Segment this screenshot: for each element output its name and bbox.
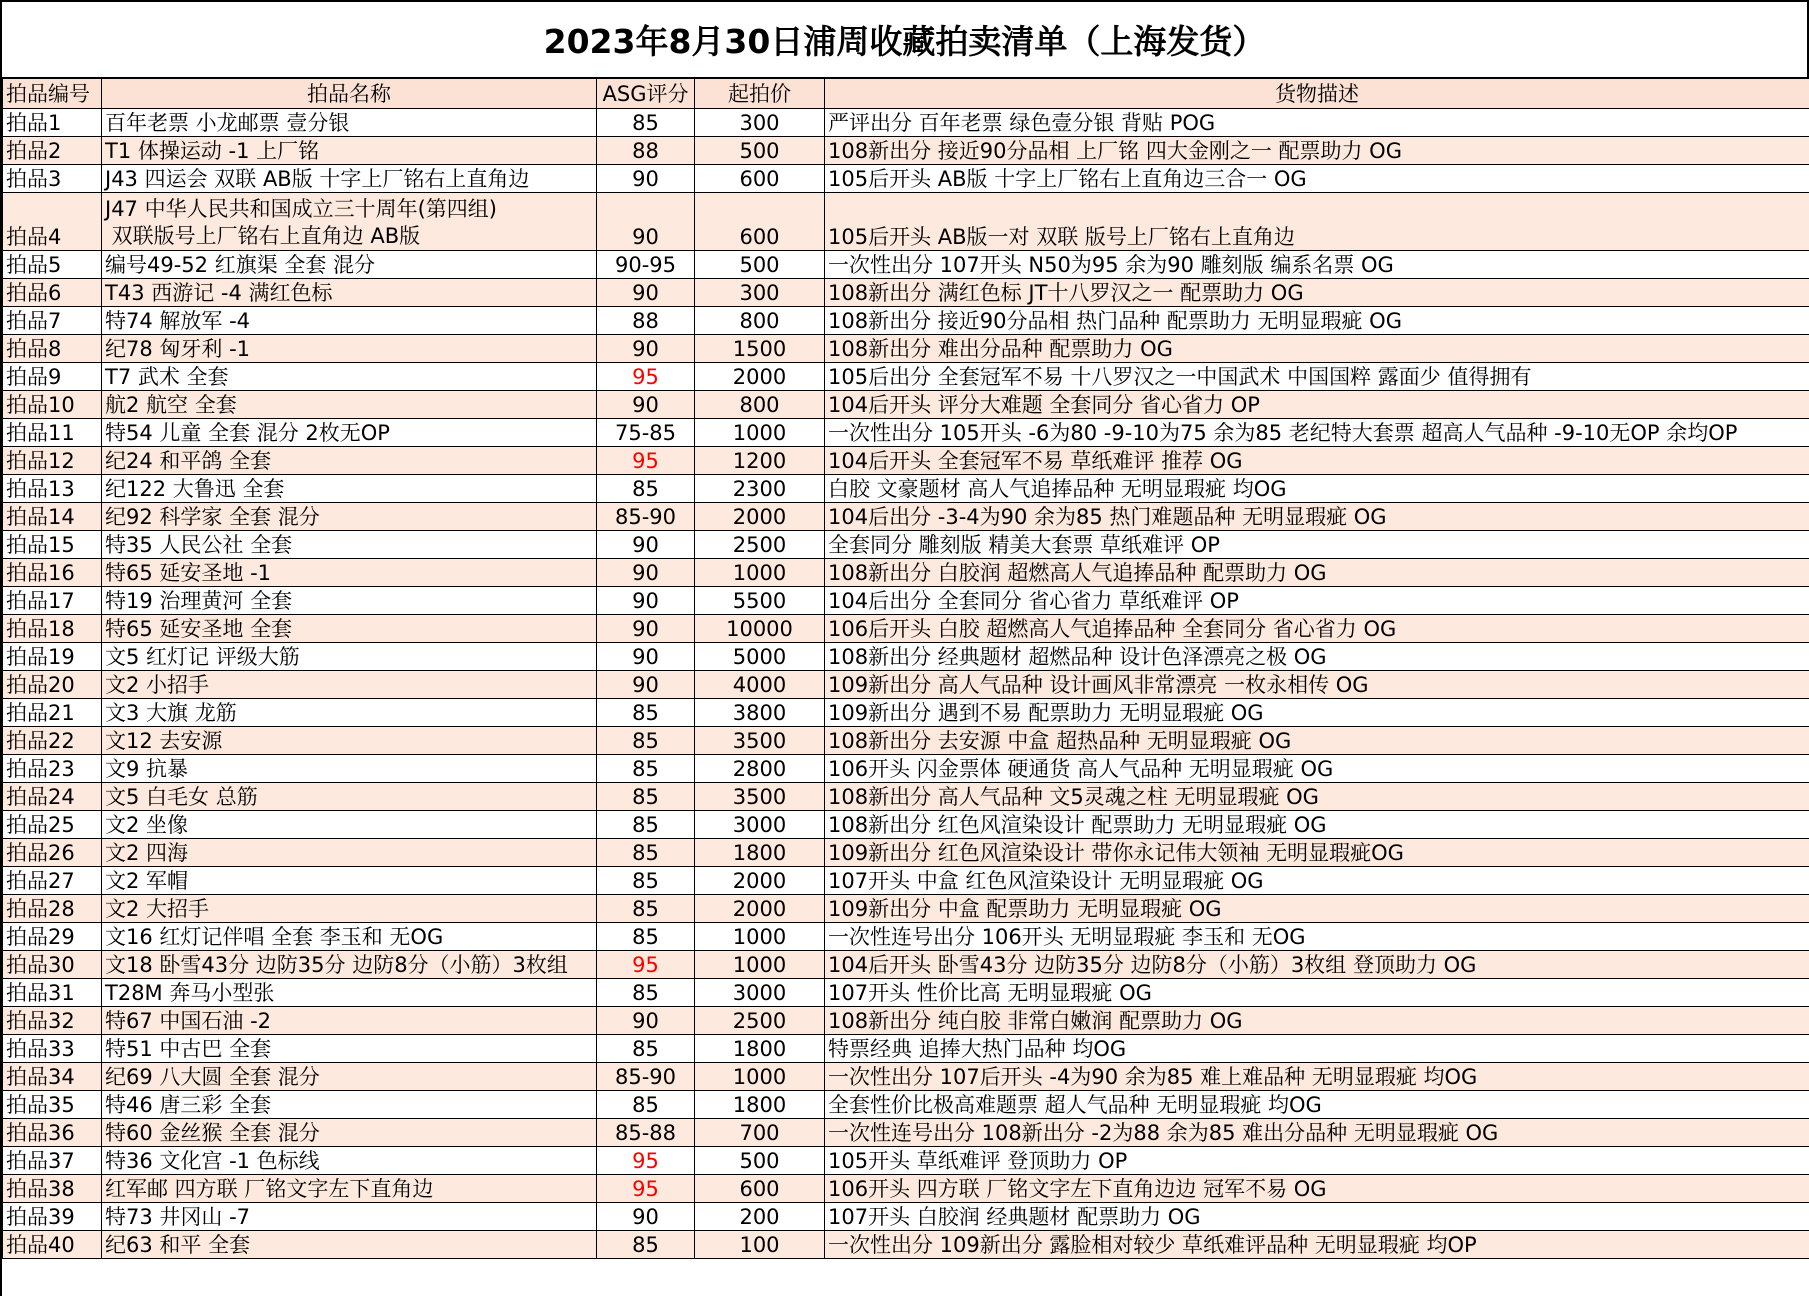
cell-lot-number[interactable]: 拍品17 xyxy=(3,587,102,615)
cell-start-price[interactable]: 500 xyxy=(695,1147,825,1175)
cell-start-price[interactable]: 300 xyxy=(695,279,825,307)
cell-asg-score[interactable]: 90 xyxy=(597,193,695,251)
cell-start-price[interactable]: 1000 xyxy=(695,923,825,951)
cell-start-price[interactable]: 600 xyxy=(695,1175,825,1203)
table-row xyxy=(3,251,1809,279)
table-row xyxy=(3,1231,1809,1259)
cell-lot-name[interactable]: 红军邮 四方联 厂铭文字左下直角边 xyxy=(102,1175,597,1203)
cell-description[interactable]: 特票经典 追捧大热门品种 均OG xyxy=(825,1035,1809,1063)
cell-start-price[interactable]: 2000 xyxy=(695,867,825,895)
cell-asg-score[interactable]: 90 xyxy=(597,335,695,363)
cell-description[interactable]: 108新出分 经典题材 超燃品种 设计色泽漂亮之极 OG xyxy=(825,643,1809,671)
cell-start-price[interactable]: 2000 xyxy=(695,503,825,531)
cell-lot-name[interactable]: 文2 军帽 xyxy=(102,867,597,895)
cell-description[interactable]: 108新出分 接近90分品相 上厂铭 四大金刚之一 配票助力 OG xyxy=(825,137,1809,165)
cell-lot-name[interactable]: T43 西游记 -4 满红色标 xyxy=(102,279,597,307)
cell-asg-score[interactable]: 85 xyxy=(597,755,695,783)
table-row xyxy=(3,531,1809,559)
header-start-price[interactable]: 起拍价 xyxy=(695,79,825,109)
cell-asg-score[interactable]: 85 xyxy=(597,783,695,811)
cell-description[interactable]: 109新出分 遇到不易 配票助力 无明显瑕疵 OG xyxy=(825,699,1809,727)
cell-lot-number[interactable]: 拍品5 xyxy=(3,251,102,279)
cell-lot-name[interactable]: T28M 奔马小型张 xyxy=(102,979,597,1007)
cell-lot-number[interactable]: 拍品30 xyxy=(3,951,102,979)
table-row xyxy=(3,279,1809,307)
cell-asg-score[interactable]: 88 xyxy=(597,137,695,165)
cell-description[interactable]: 109新出分 高人气品种 设计画风非常漂亮 一枚永相传 OG xyxy=(825,671,1809,699)
cell-asg-score[interactable]: 85 xyxy=(597,979,695,1007)
cell-lot-number[interactable]: 拍品39 xyxy=(3,1203,102,1231)
cell-start-price[interactable]: 1800 xyxy=(695,839,825,867)
cell-lot-name[interactable]: 特54 儿童 全套 混分 2枚无OP xyxy=(102,419,597,447)
cell-description[interactable]: 白胶 文豪题材 高人气追捧品种 无明显瑕疵 均OG xyxy=(825,475,1809,503)
cell-asg-score[interactable]: 85 xyxy=(597,867,695,895)
table-row xyxy=(3,419,1809,447)
table-row xyxy=(3,755,1809,783)
table-row xyxy=(3,1007,1809,1035)
cell-lot-name[interactable]: 纪78 匈牙利 -1 xyxy=(102,335,597,363)
cell-lot-name[interactable]: 航2 航空 全套 xyxy=(102,391,597,419)
table-row xyxy=(3,867,1809,895)
table-row xyxy=(3,727,1809,755)
cell-lot-number[interactable]: 拍品20 xyxy=(3,671,102,699)
cell-description[interactable]: 108新出分 满红色标 JT十八罗汉之一 配票助力 OG xyxy=(825,279,1809,307)
sheet-title: 2023年8月30日浦周收藏拍卖清单（上海发货） xyxy=(2,2,1809,78)
cell-start-price[interactable]: 2500 xyxy=(695,531,825,559)
cell-lot-number[interactable]: 拍品31 xyxy=(3,979,102,1007)
header-lot-number[interactable]: 拍品编号 xyxy=(3,79,102,109)
cell-lot-number[interactable]: 拍品34 xyxy=(3,1063,102,1091)
cell-lot-number[interactable]: 拍品19 xyxy=(3,643,102,671)
cell-description[interactable]: 106开头 四方联 厂铭文字左下直角边边 冠军不易 OG xyxy=(825,1175,1809,1203)
table-row xyxy=(3,839,1809,867)
cell-lot-name[interactable]: T7 武术 全套 xyxy=(102,363,597,391)
table-row xyxy=(3,643,1809,671)
cell-start-price[interactable]: 4000 xyxy=(695,671,825,699)
cell-lot-name[interactable]: 文2 大招手 xyxy=(102,895,597,923)
table-row xyxy=(3,1175,1809,1203)
cell-asg-score[interactable]: 90 xyxy=(597,615,695,643)
cell-lot-name[interactable]: 文12 去安源 xyxy=(102,727,597,755)
cell-lot-number[interactable]: 拍品27 xyxy=(3,867,102,895)
table-row xyxy=(3,1091,1809,1119)
cell-start-price[interactable]: 1800 xyxy=(695,1091,825,1119)
cell-start-price[interactable]: 3000 xyxy=(695,811,825,839)
cell-lot-number[interactable]: 拍品12 xyxy=(3,447,102,475)
cell-description[interactable]: 108新出分 白胶润 超燃高人气追捧品种 配票助力 OG xyxy=(825,559,1809,587)
cell-start-price[interactable]: 5500 xyxy=(695,587,825,615)
cell-lot-number[interactable]: 拍品4 xyxy=(3,193,102,251)
cell-description[interactable]: 严评出分 百年老票 绿色壹分银 背贴 POG xyxy=(825,109,1809,137)
cell-lot-name[interactable]: 文3 大旗 龙筋 xyxy=(102,699,597,727)
table-row xyxy=(3,363,1809,391)
cell-asg-score[interactable]: 90 xyxy=(597,643,695,671)
table-row xyxy=(3,1147,1809,1175)
cell-asg-score[interactable]: 95 xyxy=(597,363,695,391)
table-row xyxy=(3,923,1809,951)
cell-description[interactable]: 105后出分 全套冠军不易 十八罗汉之一中国武术 中国国粹 露面少 值得拥有 xyxy=(825,363,1809,391)
cell-lot-number[interactable]: 拍品14 xyxy=(3,503,102,531)
cell-asg-score[interactable]: 90 xyxy=(597,559,695,587)
cell-lot-name[interactable]: 特65 延安圣地 全套 xyxy=(102,615,597,643)
table-row xyxy=(3,811,1809,839)
table-row xyxy=(3,951,1809,979)
cell-lot-number[interactable]: 拍品38 xyxy=(3,1175,102,1203)
cell-description[interactable]: 全套同分 雕刻版 精美大套票 草纸难评 OP xyxy=(825,531,1809,559)
cell-start-price[interactable]: 2500 xyxy=(695,1007,825,1035)
cell-start-price[interactable]: 700 xyxy=(695,1119,825,1147)
table-row xyxy=(3,503,1809,531)
cell-start-price[interactable]: 800 xyxy=(695,307,825,335)
cell-asg-score[interactable]: 90 xyxy=(597,587,695,615)
cell-start-price[interactable]: 300 xyxy=(695,109,825,137)
cell-start-price[interactable]: 3000 xyxy=(695,979,825,1007)
cell-lot-number[interactable]: 拍品7 xyxy=(3,307,102,335)
cell-asg-score[interactable]: 95 xyxy=(597,1175,695,1203)
cell-lot-name[interactable]: 特74 解放军 -4 xyxy=(102,307,597,335)
cell-lot-name[interactable]: 文2 坐像 xyxy=(102,811,597,839)
table-row xyxy=(3,671,1809,699)
cell-start-price[interactable]: 2300 xyxy=(695,475,825,503)
cell-asg-score[interactable]: 75-85 xyxy=(597,419,695,447)
cell-lot-name[interactable]: 百年老票 小龙邮票 壹分银 xyxy=(102,109,597,137)
header-row xyxy=(3,79,1809,109)
cell-lot-number[interactable]: 拍品29 xyxy=(3,923,102,951)
cell-lot-number[interactable]: 拍品21 xyxy=(3,699,102,727)
cell-lot-number[interactable]: 拍品2 xyxy=(3,137,102,165)
cell-start-price[interactable]: 200 xyxy=(695,1203,825,1231)
cell-lot-name[interactable]: 纪122 大鲁迅 全套 xyxy=(102,475,597,503)
cell-description[interactable]: 一次性出分 107后开头 -4为90 余为85 难上难品种 无明显瑕疵 均OG xyxy=(825,1063,1809,1091)
cell-description[interactable]: 107开头 白胶润 经典题材 配票助力 OG xyxy=(825,1203,1809,1231)
cell-lot-name[interactable]: 特51 中古巴 全套 xyxy=(102,1035,597,1063)
cell-description[interactable]: 全套性价比极高难题票 超人气品种 无明显瑕疵 均OG xyxy=(825,1091,1809,1119)
cell-asg-score[interactable]: 90 xyxy=(597,671,695,699)
cell-lot-name[interactable]: 特65 延安圣地 -1 xyxy=(102,559,597,587)
cell-lot-name[interactable]: 纪92 科学家 全套 混分 xyxy=(102,503,597,531)
cell-lot-number[interactable]: 拍品35 xyxy=(3,1091,102,1119)
cell-lot-name[interactable]: 纪69 八大圆 全套 混分 xyxy=(102,1063,597,1091)
cell-description[interactable]: 106后开头 白胶 超燃高人气追捧品种 全套同分 省心省力 OG xyxy=(825,615,1809,643)
header-description[interactable]: 货物描述 xyxy=(825,79,1809,109)
cell-description[interactable]: 105开头 草纸难评 登顶助力 OP xyxy=(825,1147,1809,1175)
cell-start-price[interactable]: 2000 xyxy=(695,363,825,391)
cell-lot-number[interactable]: 拍品25 xyxy=(3,811,102,839)
cell-lot-name[interactable]: J47 中华人民共和国成立三十周年(第四组) 双联版号上厂铭右上直角边 AB版 xyxy=(102,193,597,251)
cell-asg-score[interactable]: 85 xyxy=(597,839,695,867)
table-row xyxy=(3,335,1809,363)
cell-lot-name[interactable]: 特35 人民公社 全套 xyxy=(102,531,597,559)
cell-asg-score[interactable]: 85 xyxy=(597,699,695,727)
cell-lot-number[interactable]: 拍品13 xyxy=(3,475,102,503)
cell-description[interactable]: 108新出分 高人气品种 文5灵魂之柱 无明显瑕疵 OG xyxy=(825,783,1809,811)
cell-start-price[interactable]: 1000 xyxy=(695,419,825,447)
cell-start-price[interactable]: 1800 xyxy=(695,1035,825,1063)
cell-description[interactable]: 109新出分 中盒 配票助力 无明显瑕疵 OG xyxy=(825,895,1809,923)
cell-lot-number[interactable]: 拍品18 xyxy=(3,615,102,643)
cell-lot-name[interactable]: 特60 金丝猴 全套 混分 xyxy=(102,1119,597,1147)
cell-asg-score[interactable]: 90 xyxy=(597,279,695,307)
cell-start-price[interactable]: 10000 xyxy=(695,615,825,643)
cell-asg-score[interactable]: 85 xyxy=(597,475,695,503)
cell-lot-number[interactable]: 拍品24 xyxy=(3,783,102,811)
cell-lot-number[interactable]: 拍品1 xyxy=(3,109,102,137)
cell-description[interactable]: 一次性出分 109新出分 露脸相对较少 草纸难评品种 无明显瑕疵 均OP xyxy=(825,1231,1809,1259)
cell-lot-name[interactable]: 文5 白毛女 总筋 xyxy=(102,783,597,811)
cell-description[interactable]: 104后出分 全套同分 省心省力 草纸难评 OP xyxy=(825,587,1809,615)
cell-lot-name[interactable]: T1 体操运动 -1 上厂铭 xyxy=(102,137,597,165)
cell-lot-name[interactable]: 特46 唐三彩 全套 xyxy=(102,1091,597,1119)
cell-lot-number[interactable]: 拍品16 xyxy=(3,559,102,587)
cell-description[interactable]: 一次性出分 107开头 N50为95 余为90 雕刻版 编系名票 OG xyxy=(825,251,1809,279)
cell-asg-score[interactable]: 90 xyxy=(597,531,695,559)
cell-start-price[interactable]: 3800 xyxy=(695,699,825,727)
cell-lot-name[interactable]: 特19 治理黄河 全套 xyxy=(102,587,597,615)
cell-asg-score[interactable]: 88 xyxy=(597,307,695,335)
cell-lot-number[interactable]: 拍品33 xyxy=(3,1035,102,1063)
table-row xyxy=(3,1203,1809,1231)
cell-asg-score[interactable]: 85 xyxy=(597,109,695,137)
cell-description[interactable]: 105后开头 AB版 十字上厂铭右上直角边三合一 OG xyxy=(825,165,1809,193)
cell-asg-score[interactable]: 85 xyxy=(597,923,695,951)
table-row xyxy=(3,447,1809,475)
cell-start-price[interactable]: 5000 xyxy=(695,643,825,671)
cell-asg-score[interactable]: 90 xyxy=(597,1203,695,1231)
table-row xyxy=(3,1119,1809,1147)
cell-lot-name[interactable]: 文2 小招手 xyxy=(102,671,597,699)
cell-lot-number[interactable]: 拍品15 xyxy=(3,531,102,559)
cell-lot-name[interactable]: 文2 四海 xyxy=(102,839,597,867)
cell-lot-name[interactable]: 纪63 和平 全套 xyxy=(102,1231,597,1259)
cell-lot-number[interactable]: 拍品11 xyxy=(3,419,102,447)
cell-asg-score[interactable]: 95 xyxy=(597,447,695,475)
cell-asg-score[interactable]: 85 xyxy=(597,895,695,923)
cell-lot-name[interactable]: 文5 红灯记 评级大筋 xyxy=(102,643,597,671)
cell-asg-score[interactable]: 85-90 xyxy=(597,503,695,531)
cell-description[interactable]: 104后开头 评分大难题 全套同分 省心省力 OP xyxy=(825,391,1809,419)
cell-lot-name[interactable]: 文16 红灯记伴唱 全套 李玉和 无OG xyxy=(102,923,597,951)
cell-lot-number[interactable]: 拍品40 xyxy=(3,1231,102,1259)
cell-start-price[interactable]: 1200 xyxy=(695,447,825,475)
cell-asg-score[interactable]: 85-90 xyxy=(597,1063,695,1091)
cell-start-price[interactable]: 1000 xyxy=(695,1063,825,1091)
header-lot-name[interactable]: 拍品名称 xyxy=(102,79,597,109)
cell-description[interactable]: 106开头 闪金票体 硬通货 高人气品种 无明显瑕疵 OG xyxy=(825,755,1809,783)
cell-start-price[interactable]: 3500 xyxy=(695,783,825,811)
cell-lot-number[interactable]: 拍品10 xyxy=(3,391,102,419)
table-row xyxy=(3,109,1809,137)
cell-asg-score[interactable]: 90 xyxy=(597,1007,695,1035)
table-row xyxy=(3,1063,1809,1091)
cell-start-price[interactable]: 2800 xyxy=(695,755,825,783)
cell-description[interactable]: 一次性出分 105开头 -6为80 -9-10为75 余为85 老纪特大套票 超高人气品种 -9-10无OP 余均OP xyxy=(825,419,1809,447)
table-row xyxy=(3,165,1809,193)
cell-start-price[interactable]: 3500 xyxy=(695,727,825,755)
cell-description[interactable]: 104后开头 卧雪43分 边防35分 边防8分（小筋）3枚组 登顶助力 OG xyxy=(825,951,1809,979)
table-row xyxy=(3,307,1809,335)
cell-description[interactable]: 一次性连号出分 108新出分 -2为88 余为85 难出分品种 无明显瑕疵 OG xyxy=(825,1119,1809,1147)
cell-description[interactable]: 108新出分 接近90分品相 热门品种 配票助力 无明显瑕疵 OG xyxy=(825,307,1809,335)
cell-lot-number[interactable]: 拍品32 xyxy=(3,1007,102,1035)
cell-start-price[interactable]: 600 xyxy=(695,165,825,193)
cell-description[interactable]: 107开头 性价比高 无明显瑕疵 OG xyxy=(825,979,1809,1007)
cell-description[interactable]: 105后开头 AB版一对 双联 版号上厂铭右上直角边 xyxy=(825,193,1809,251)
cell-asg-score[interactable]: 90-95 xyxy=(597,251,695,279)
table-row xyxy=(3,1035,1809,1063)
cell-description[interactable]: 104后开头 全套冠军不易 草纸难评 推荐 OG xyxy=(825,447,1809,475)
cell-lot-name[interactable]: 文9 抗暴 xyxy=(102,755,597,783)
cell-asg-score[interactable]: 85-88 xyxy=(597,1119,695,1147)
table-row xyxy=(3,699,1809,727)
header-asg-score[interactable]: ASG评分 xyxy=(597,79,695,109)
cell-start-price[interactable]: 2000 xyxy=(695,895,825,923)
cell-asg-score[interactable]: 85 xyxy=(597,1035,695,1063)
cell-lot-name[interactable]: 编号49-52 红旗渠 全套 混分 xyxy=(102,251,597,279)
cell-asg-score[interactable]: 90 xyxy=(597,391,695,419)
cell-start-price[interactable]: 1500 xyxy=(695,335,825,363)
cell-lot-number[interactable]: 拍品9 xyxy=(3,363,102,391)
cell-asg-score[interactable]: 95 xyxy=(597,951,695,979)
cell-description[interactable]: 109新出分 红色风渲染设计 带你永记伟大领袖 无明显瑕疵OG xyxy=(825,839,1809,867)
cell-asg-score[interactable]: 85 xyxy=(597,1231,695,1259)
cell-description[interactable]: 一次性连号出分 106开头 无明显瑕疵 李玉和 无OG xyxy=(825,923,1809,951)
cell-description[interactable]: 108新出分 纯白胶 非常白嫩润 配票助力 OG xyxy=(825,1007,1809,1035)
cell-asg-score[interactable]: 85 xyxy=(597,727,695,755)
table-row xyxy=(3,587,1809,615)
cell-lot-number[interactable]: 拍品28 xyxy=(3,895,102,923)
cell-start-price[interactable]: 500 xyxy=(695,137,825,165)
auction-table xyxy=(2,78,1809,1259)
cell-description[interactable]: 107开头 中盒 红色风渲染设计 无明显瑕疵 OG xyxy=(825,867,1809,895)
cell-start-price[interactable]: 800 xyxy=(695,391,825,419)
cell-lot-number[interactable]: 拍品6 xyxy=(3,279,102,307)
cell-lot-name[interactable]: 纪24 和平鸽 全套 xyxy=(102,447,597,475)
cell-lot-name[interactable]: 文18 卧雪43分 边防35分 边防8分（小筋）3枚组 xyxy=(102,951,597,979)
cell-start-price[interactable]: 1000 xyxy=(695,559,825,587)
table-body xyxy=(3,109,1809,1259)
table-row xyxy=(3,615,1809,643)
cell-lot-number[interactable]: 拍品3 xyxy=(3,165,102,193)
table-row xyxy=(3,559,1809,587)
cell-lot-name[interactable]: 特73 井冈山 -7 xyxy=(102,1203,597,1231)
cell-description[interactable]: 104后出分 -3-4为90 余为85 热门难题品种 无明显瑕疵 OG xyxy=(825,503,1809,531)
table-row xyxy=(3,895,1809,923)
table-row xyxy=(3,979,1809,1007)
cell-lot-number[interactable]: 拍品23 xyxy=(3,755,102,783)
cell-start-price[interactable]: 500 xyxy=(695,251,825,279)
cell-lot-number[interactable]: 拍品26 xyxy=(3,839,102,867)
cell-lot-number[interactable]: 拍品36 xyxy=(3,1119,102,1147)
cell-start-price[interactable]: 1000 xyxy=(695,951,825,979)
cell-lot-name[interactable]: J43 四运会 双联 AB版 十字上厂铭右上直角边 xyxy=(102,165,597,193)
cell-asg-score[interactable]: 95 xyxy=(597,1147,695,1175)
cell-lot-number[interactable]: 拍品22 xyxy=(3,727,102,755)
cell-lot-name[interactable]: 特36 文化宫 -1 色标线 xyxy=(102,1147,597,1175)
cell-lot-number[interactable]: 拍品37 xyxy=(3,1147,102,1175)
cell-description[interactable]: 108新出分 红色风渲染设计 配票助力 无明显瑕疵 OG xyxy=(825,811,1809,839)
cell-asg-score[interactable]: 85 xyxy=(597,811,695,839)
cell-lot-name[interactable]: 特67 中国石油 -2 xyxy=(102,1007,597,1035)
table-row xyxy=(3,475,1809,503)
cell-description[interactable]: 108新出分 难出分品种 配票助力 OG xyxy=(825,335,1809,363)
cell-start-price[interactable]: 600 xyxy=(695,193,825,251)
table-row xyxy=(3,137,1809,165)
table-row xyxy=(3,783,1809,811)
cell-asg-score[interactable]: 85 xyxy=(597,1091,695,1119)
table-row xyxy=(3,193,1809,251)
cell-start-price[interactable]: 100 xyxy=(695,1231,825,1259)
cell-description[interactable]: 108新出分 去安源 中盒 超热品种 无明显瑕疵 OG xyxy=(825,727,1809,755)
cell-asg-score[interactable]: 90 xyxy=(597,165,695,193)
table-row xyxy=(3,391,1809,419)
cell-lot-number[interactable]: 拍品8 xyxy=(3,335,102,363)
